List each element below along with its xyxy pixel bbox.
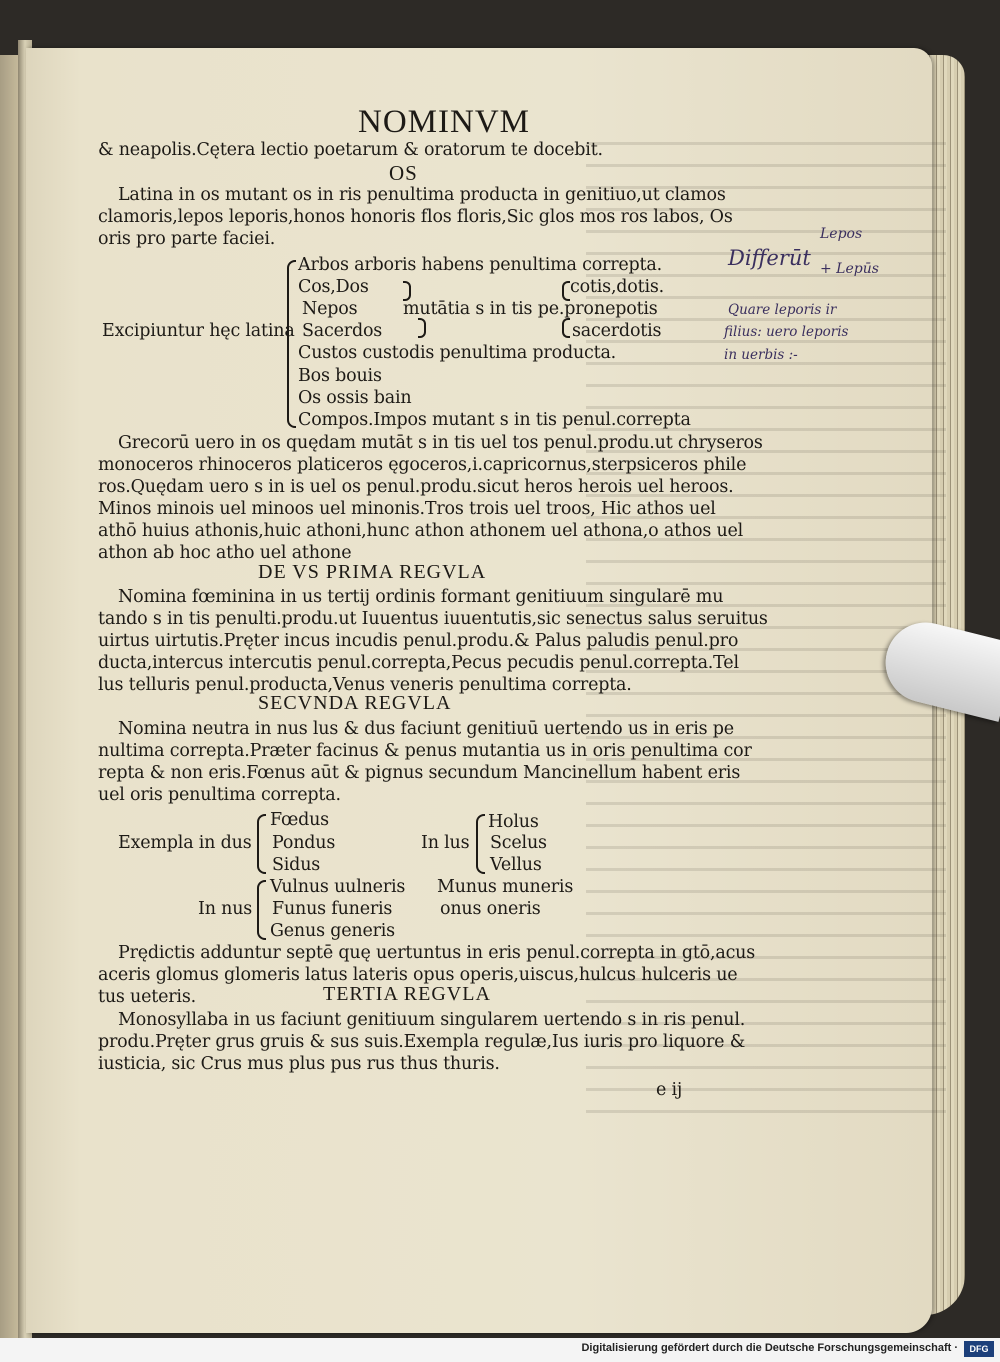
margin-note-line: in uerbis :- (724, 347, 798, 363)
text-line: Monosyllaba in us faciunt genitiuum singularem uertendo s in ris penul. (118, 1010, 746, 1030)
dfg-logo-icon: DFG (964, 1341, 994, 1357)
text-line: Cos,Dos (298, 277, 369, 297)
section-heading: OS (389, 161, 418, 185)
text-line: Latina in os mutant os in ris penultima producta in genitiuo,ut clamos (118, 185, 726, 205)
text-line: Arbos arboris habens penultima correpta. (298, 255, 662, 275)
text-line: Nomina fœminina in us tertij ordinis formant genitiuum singularē mu (118, 587, 724, 607)
text-line: Compos.Impos mutant s in tis penul.correpta (298, 410, 691, 430)
text-line: Grecorū uero in os quędam mutāt s in tis uel tos penul.produ.ut chryseros (118, 433, 763, 453)
text-line: Funus funeris (272, 899, 393, 919)
text-line: uirtus uirtutis.Pręter incus incudis penul.produ.& Palus paludis penul.pro (98, 631, 739, 651)
table-brace (476, 814, 485, 874)
text-line: sacerdotis (572, 321, 662, 341)
footer-bar (0, 1338, 1000, 1362)
section-heading: TERTIA REGVLA (323, 983, 491, 1005)
text-line: ros.Quędam uero s in is uel os penul.produ.sicut heros herois uel heroos. (98, 477, 734, 497)
text-line: Pondus (272, 833, 336, 853)
text-line: nepotis (594, 299, 658, 319)
text-line: Nomina neutra in nus lus & dus faciunt genitiuū uertendo us in eris pe (118, 719, 734, 739)
text-line: Scelus (490, 833, 547, 853)
text-line: produ.Pręter grus gruis & sus suis.Exempla regulæ,Ius iuris pro liquore & (98, 1032, 746, 1052)
text-line: oris pro parte faciei. (98, 229, 276, 249)
margin-note-line: Lepos (820, 226, 863, 242)
text-line: Excipiuntur hęc latina (102, 321, 295, 341)
text-line: athon ab hoc atho uel athone (98, 543, 352, 563)
table-brace (562, 318, 570, 338)
text-line: monoceros rhinoceros platiceros ęgoceros,i.capricornus,sterpsiceros phile (98, 455, 747, 475)
text-line: Vellus (490, 855, 542, 875)
text-line: Prędictis adduntur septē quę uertuntus in eris penul.correpta in gtō,acus (118, 943, 756, 963)
text-line: Exempla in dus (118, 833, 252, 853)
text-line: ducta,intercus intercutis penul.correpta,Pecus pecudis penul.correpta.Tel (98, 653, 739, 673)
table-brace (418, 318, 426, 338)
running-head: NOMINVM (358, 104, 530, 140)
text-line: In lus (421, 833, 470, 853)
table-brace (562, 281, 570, 301)
text-line: nultima correpta.Præter facinus & penus mutantia us in oris penultima cor (98, 741, 752, 761)
margin-note-line: Quare leporis ir (728, 302, 837, 318)
text-line: Fœdus (270, 810, 329, 830)
table-brace (403, 281, 411, 301)
text-line: Genus generis (270, 921, 395, 941)
text-line: athō huius athonis,huic athoni,hunc athon athonem uel athona,o athos uel (98, 521, 744, 541)
margin-note-line: Differūt (728, 246, 811, 270)
text-line: Sidus (272, 855, 321, 875)
text-line: tando s in tis penulti.produ.ut Iuuentus iuuentutis,sic senectus salus seruitus (98, 609, 768, 629)
table-brace (257, 814, 266, 874)
margin-note-line: filius: uero leporis (724, 324, 849, 340)
text-line: lus telluris penul.producta,Venus veneris penultima correpta. (98, 675, 632, 695)
text-line: Bos bouis (298, 366, 382, 386)
text-line: Vulnus uulneris (270, 877, 406, 897)
text-line: tus ueteris. (98, 987, 196, 1007)
text-line: iusticia, sic Crus mus plus pus rus thus thuris. (98, 1054, 500, 1074)
text-line: onus oneris (440, 899, 541, 919)
text-line: In nus (198, 899, 253, 919)
signature-mark: e ij (656, 1080, 683, 1100)
section-heading: DE VS PRIMA REGVLA (258, 561, 487, 583)
text-line: clamoris,lepos leporis,honos honoris flos floris,Sic glos mos ros labos, Os (98, 207, 733, 227)
margin-note-line: + Lepūs (820, 261, 879, 277)
text-line: cotis,dotis. (570, 277, 665, 297)
text-line: uel oris penultima correpta. (98, 785, 341, 805)
text-line: mutātia s in tis pe.pro. (403, 299, 599, 319)
text-line: Os ossis bain (298, 388, 412, 408)
funding-credit: Digitalisierung gefördert durch die Deutsche Forschungsgemeinschaft · (581, 1342, 958, 1354)
text-line: Munus muneris (437, 877, 574, 897)
text-line: Sacerdos (302, 321, 383, 341)
text-line: Custos custodis penultima producta. (298, 343, 617, 363)
text-line: repta & non eris.Fœnus aūt & pignus secundum Mancinellum habent eris (98, 763, 741, 783)
text-line: Minos minois uel minoos uel minonis.Tros trois uel troos, Hic athos uel (98, 499, 716, 519)
table-brace (257, 880, 266, 940)
text-line: aceris glomus glomeris latus lateris opus operis,uiscus,hulcus hulceris ue (98, 965, 738, 985)
text-line: Holus (488, 812, 539, 832)
section-heading: SECVNDA REGVLA (258, 692, 452, 714)
text-line: & neapolis.Cętera lectio poetarum & oratorum te docebit. (98, 140, 603, 160)
table-brace (287, 260, 296, 428)
text-line: Nepos (302, 299, 358, 319)
